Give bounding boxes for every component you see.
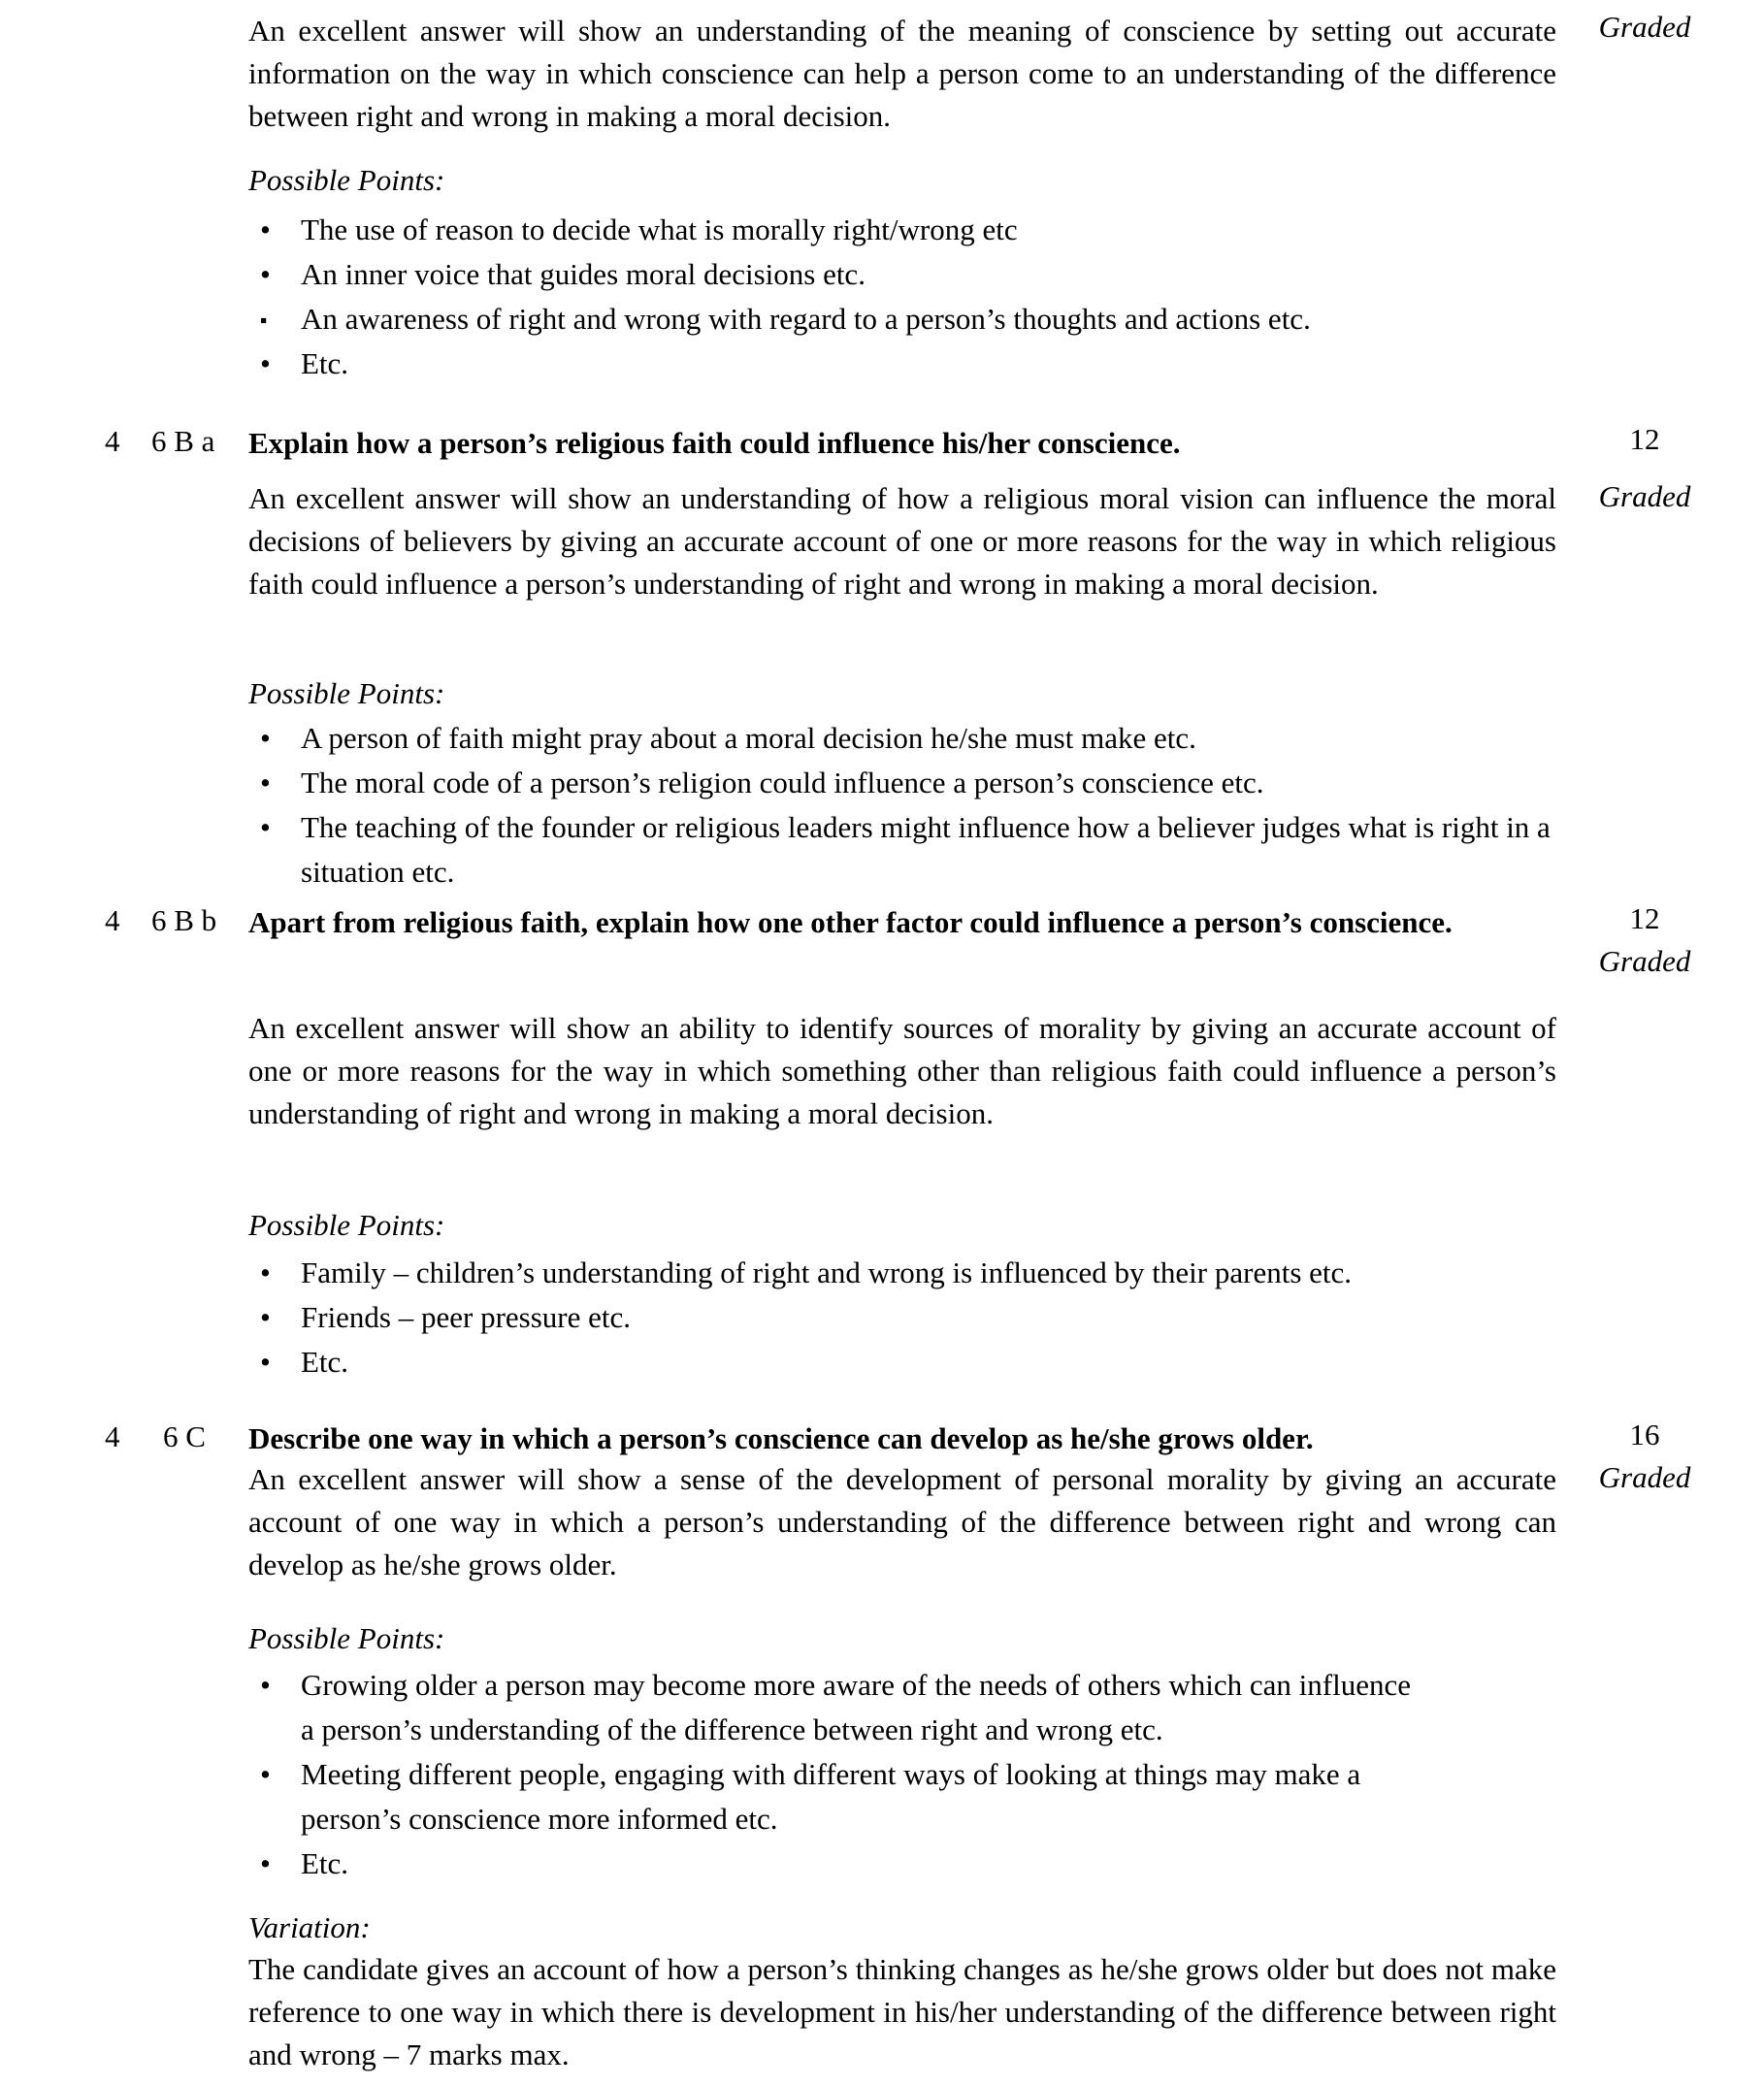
bullet-text: Meeting different people, engaging with different ways of looking at things may make a person’s conscience more informed etc. xyxy=(301,1757,1361,1836)
bullet-text: An inner voice that guides moral decisions etc. xyxy=(301,257,866,291)
possible-points-heading: Possible Points: xyxy=(248,1208,445,1242)
possible-points-list xyxy=(248,716,1556,895)
question-number: 4 xyxy=(105,903,120,937)
answer-guidance-paragraph: An excellent answer will show an understanding of the meaning of conscience by setting out accurate information on the way in which conscience can help a person come to an understanding of the difference between right and wrong in making a moral decision. xyxy=(248,14,1556,133)
bullet-marker: • xyxy=(260,1255,271,1289)
question-text: Explain how a person’s religious faith could influence his/her conscience. xyxy=(248,426,1181,460)
question-code: 6 B b xyxy=(151,903,217,937)
possible-points-list xyxy=(248,1251,1556,1385)
bullet-point xyxy=(248,208,1556,252)
bullet-marker: • xyxy=(260,721,271,755)
bullet-marker: • xyxy=(260,1345,271,1379)
bullet-point xyxy=(248,252,1556,297)
bullet-text: An awareness of right and wrong with regard to a person’s thoughts and actions etc. xyxy=(301,302,1311,336)
bullet-point xyxy=(248,1251,1556,1295)
answer-guidance-paragraph: An excellent answer will show a sense of the development of personal morality by giving an accurate account of one way in which a person’s understanding of the difference between right and wrong can develop as he/she grows older. xyxy=(248,1462,1556,1581)
bullet-marker: • xyxy=(260,212,271,246)
question-code: 6 C xyxy=(163,1419,206,1453)
bullet-marker: • xyxy=(260,1757,271,1791)
bullet-marker: • xyxy=(260,1846,271,1880)
question-row-6ba xyxy=(0,420,1764,467)
graded-label: Graded xyxy=(1598,10,1691,44)
graded-label: Graded xyxy=(1598,944,1691,978)
bullet-text: The use of reason to decide what is morally right/wrong etc xyxy=(301,212,1018,246)
bullet-text: Etc. xyxy=(301,346,349,380)
bullet-marker: • xyxy=(260,346,271,380)
graded-label: Graded xyxy=(1598,1460,1691,1494)
question-text: Apart from religious faith, explain how one other factor could influence a person’s conscience. xyxy=(248,905,1453,939)
possible-points-list xyxy=(248,208,1556,386)
bullet-text: Etc. xyxy=(301,1846,349,1880)
bullet-marker: • xyxy=(260,1300,271,1334)
marks-value: 12 xyxy=(1629,901,1660,935)
variation-heading: Variation: xyxy=(248,1910,371,1944)
possible-points-heading: Possible Points: xyxy=(248,676,445,710)
possible-points-list xyxy=(248,1663,1422,1886)
bullet-text: Growing older a person may become more aware of the needs of others which can influence a person’s understanding of the difference between right and wrong etc. xyxy=(301,1668,1411,1746)
marks-value: 12 xyxy=(1629,422,1660,456)
bullet-text: Etc. xyxy=(301,1345,349,1379)
bullet-point xyxy=(248,1663,1422,1752)
variation-paragraph: The candidate gives an account of how a person’s thinking changes as he/she grows older but does not make reference to one way in which there is development in his/her understanding of the difference between right and wrong – 7 marks max. xyxy=(248,1952,1556,2071)
bullet-marker: • xyxy=(260,810,271,844)
question-number: 4 xyxy=(105,424,120,458)
bullet-point xyxy=(248,761,1556,805)
answer-guidance-paragraph: An excellent answer will show an understanding of how a religious moral vision can influence the moral decisions of believers by giving an accurate account of one or more reasons for the way in which religious faith could influence a person’s understanding of right and wrong in making a moral decision. xyxy=(248,481,1556,601)
bullet-text: Friends – peer pressure etc. xyxy=(301,1300,632,1334)
bullet-point xyxy=(248,342,1556,386)
bullet-marker: • xyxy=(260,766,271,799)
bullet-point xyxy=(248,805,1556,895)
bullet-point xyxy=(248,1340,1556,1385)
bullet-text: The moral code of a person’s religion could influence a person’s conscience etc. xyxy=(301,766,1264,799)
bullet-marker-square: ▪ xyxy=(260,309,268,332)
answer-guidance-paragraph: An excellent answer will show an ability to identify sources of morality by giving an accurate account of one or more reasons for the way in which something other than religious faith could influence a person’s understanding of right and wrong in making a moral decision. xyxy=(248,1011,1556,1130)
graded-label: Graded xyxy=(1598,479,1691,513)
bullet-text: A person of faith might pray about a moral decision he/she must make etc. xyxy=(301,721,1196,755)
question-number: 4 xyxy=(105,1419,120,1453)
question-row-6c xyxy=(0,1416,1764,1462)
bullet-point xyxy=(248,1295,1556,1340)
possible-points-heading: Possible Points: xyxy=(248,1621,445,1655)
bullet-point xyxy=(248,297,1556,342)
question-row-6bb xyxy=(0,899,1764,978)
question-code: 6 B a xyxy=(151,424,215,458)
possible-points-heading: Possible Points: xyxy=(248,163,445,197)
bullet-point xyxy=(248,716,1556,761)
bullet-point xyxy=(248,1842,1422,1886)
question-text: Describe one way in which a person’s conscience can develop as he/she grows older. xyxy=(248,1421,1314,1455)
bullet-marker: • xyxy=(260,257,271,291)
bullet-marker: • xyxy=(260,1668,271,1702)
bullet-text: Family – children’s understanding of right and wrong is influenced by their parents etc. xyxy=(301,1255,1353,1289)
bullet-text: The teaching of the founder or religious leaders might influence how a believer judges what is right in a situation etc. xyxy=(301,810,1551,889)
marks-value: 16 xyxy=(1629,1418,1660,1451)
bullet-point xyxy=(248,1752,1422,1842)
